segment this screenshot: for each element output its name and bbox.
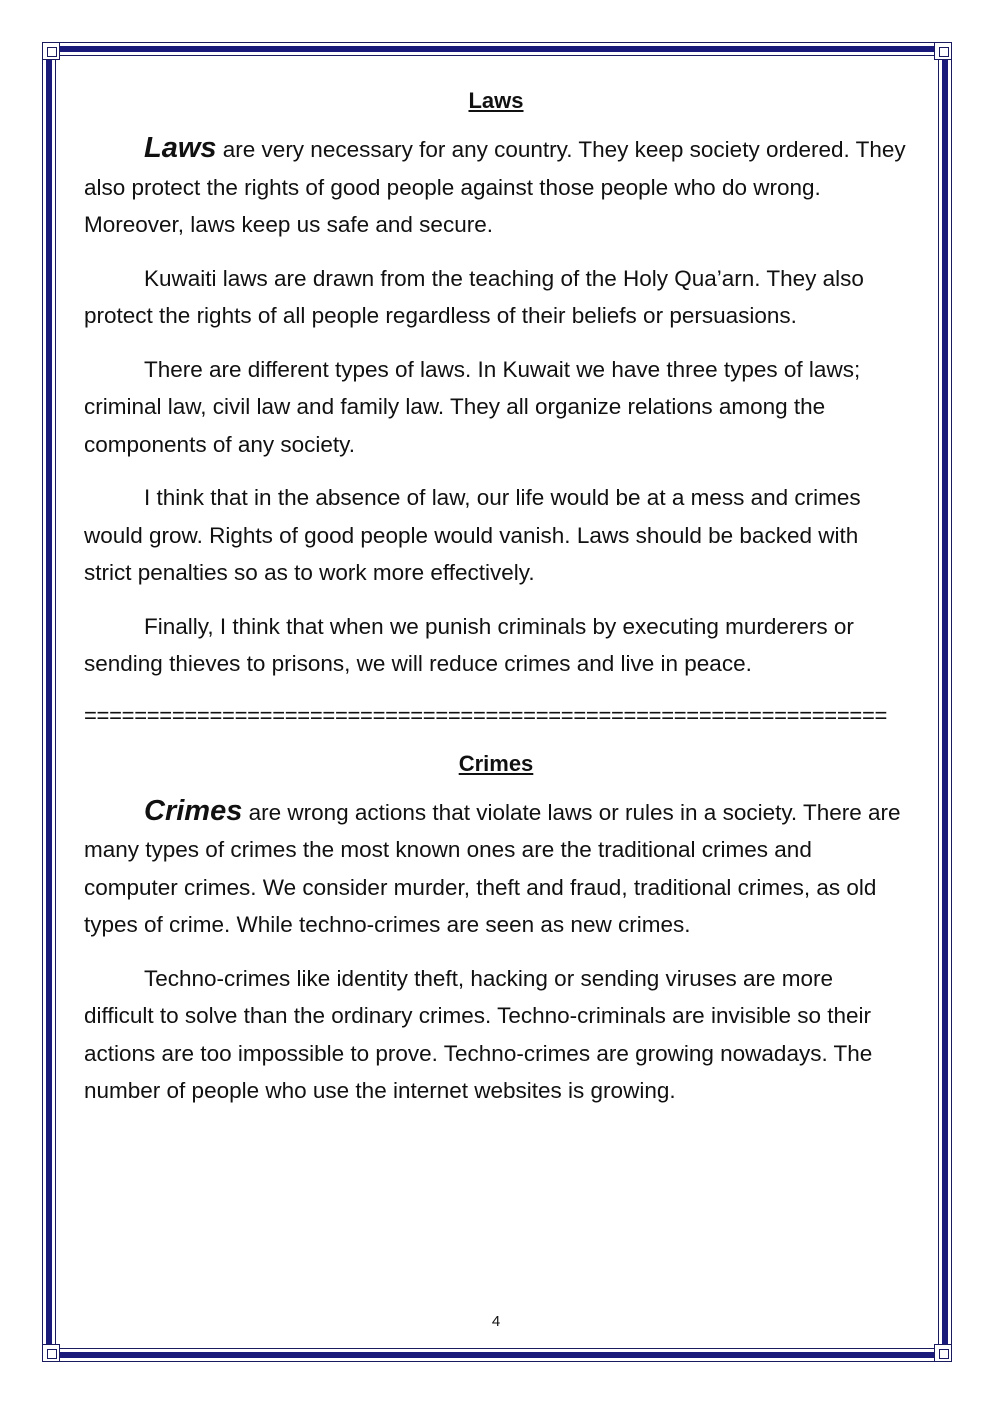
- laws-paragraph-1: [84, 130, 908, 244]
- corner-ornament-bottom-left: [42, 1344, 60, 1362]
- crimes-lead-word: Crimes: [144, 794, 243, 827]
- laws-heading: Laws: [468, 88, 524, 113]
- page-number: 4: [491, 1313, 501, 1330]
- laws-paragraph-2: Kuwaiti laws are drawn from the teaching of the Holy Qua’arn. They also protect the rights of all people regardless of their beliefs or persuasions.: [84, 265, 864, 328]
- crimes-heading: Crimes: [458, 750, 534, 776]
- crimes-paragraph-1-text: are wrong actions that violate laws or rules in a society. There are many types of crimes the most known ones are the traditional crimes and computer crimes. We consider murder, theft and fraud, traditional crimes, as old types of crime. While techno-crimes are seen as new crimes.: [84, 799, 901, 937]
- laws-paragraph-1-text: are very necessary for any country. They keep society ordered. They also protect the rights of good people against those people who do wrong. Moreover, laws keep us safe and secure.: [84, 137, 906, 237]
- crimes-paragraph-1: [84, 793, 908, 944]
- laws-paragraph-3: There are different types of laws. In Kuwait we have three types of laws; criminal law, civil law and family law. They all organize relations among the components of any society.: [84, 356, 861, 457]
- corner-ornament-top-right: [934, 42, 952, 60]
- corner-ornament-top-left: [42, 42, 60, 60]
- corner-ornament-bottom-right: [934, 1344, 952, 1362]
- laws-paragraph-5: Finally, I think that when we punish criminals by executing murderers or sending thieves to prisons, we will reduce crimes and live in peace.: [84, 613, 854, 676]
- section-divider: ================================================================: [84, 702, 888, 728]
- crimes-paragraph-2: Techno-crimes like identity theft, hacking or sending viruses are more difficult to solve than the ordinary crimes. Techno-criminals are invisible so their actions are too impossible to prove. Techno-crimes are growing nowadays. The number of people who use the internet websites is growing.: [84, 965, 873, 1103]
- page-content: [84, 84, 908, 1126]
- laws-paragraph-4: I think that in the absence of law, our life would be at a mess and crimes would grow. Rights of good people would vanish. Laws should be backed with strict penalties so as to work more effectively.: [84, 485, 861, 585]
- laws-lead-word: Laws: [144, 132, 217, 164]
